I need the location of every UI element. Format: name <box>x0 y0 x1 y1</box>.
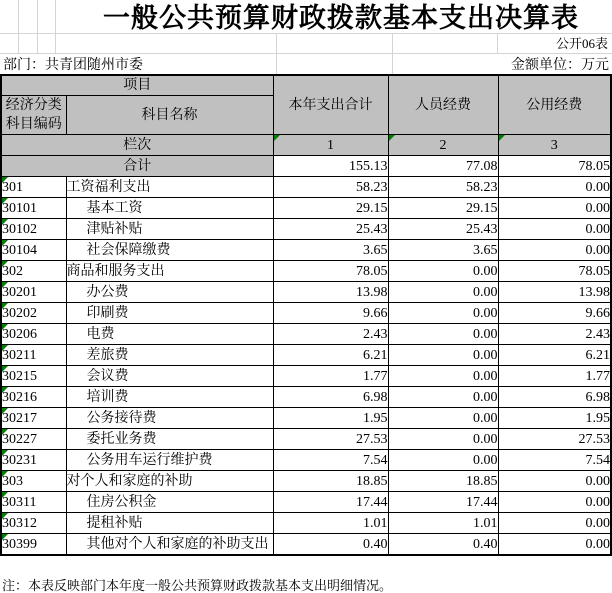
value-total-cell: 18.85 <box>273 471 388 492</box>
value-total-cell: 7.54 <box>273 450 388 471</box>
cell-error-triangle-icon <box>2 240 8 246</box>
subject-name: 办公费 <box>86 284 129 300</box>
subject-name-cell <box>66 450 273 471</box>
cell-error-triangle-icon <box>389 135 395 141</box>
subject-name-cell <box>66 345 273 366</box>
value-personnel-cell: 3.65 <box>388 240 498 261</box>
subject-code-cell <box>1 198 66 219</box>
subject-name-cell <box>66 177 273 198</box>
table-row <box>1 198 611 219</box>
table-row <box>1 282 611 303</box>
cell-error-triangle-icon <box>2 261 8 267</box>
table-row <box>1 408 611 429</box>
subject-name-cell <box>66 282 273 303</box>
form-number: 公开06表 <box>555 36 608 51</box>
table-row <box>1 177 611 198</box>
table-row <box>1 240 611 261</box>
subject-code: 30206 <box>2 326 37 342</box>
subject-code: 30215 <box>2 368 37 384</box>
cell-error-triangle-icon <box>2 177 8 183</box>
subject-name-cell <box>66 324 273 345</box>
subject-code-cell <box>1 366 66 387</box>
cell-error-triangle-icon <box>2 513 8 519</box>
value-public-cell: 0.00 <box>498 198 611 219</box>
column-number-cell <box>498 135 611 156</box>
subject-code: 30311 <box>2 494 37 510</box>
value-total-cell: 13.98 <box>273 282 388 303</box>
subject-name: 电费 <box>86 326 115 342</box>
subject-name-cell <box>66 534 273 556</box>
subject-name-cell <box>66 366 273 387</box>
subject-code: 30312 <box>2 515 37 531</box>
cell-error-triangle-icon <box>2 366 8 372</box>
value-public-cell: 0.00 <box>498 177 611 198</box>
value-public-cell: 6.98 <box>498 387 611 408</box>
value-public-cell: 9.66 <box>498 303 611 324</box>
cell-error-triangle-icon <box>2 219 8 225</box>
table-row <box>1 324 611 345</box>
cell-error-triangle-icon <box>2 534 8 540</box>
subject-code-cell <box>1 492 66 513</box>
project-group-header-cell: 项目 <box>1 75 273 96</box>
value-personnel-cell: 29.15 <box>388 198 498 219</box>
value-public-cell: 0.00 <box>498 219 611 240</box>
table-row <box>1 366 611 387</box>
expenditure-table <box>0 74 612 556</box>
value-public-cell: 27.53 <box>498 429 611 450</box>
value-public-cell: 1.95 <box>498 408 611 429</box>
value-public-cell: 0.00 <box>498 513 611 534</box>
subject-name: 社会保障缴费 <box>86 242 171 258</box>
subject-code: 30216 <box>2 389 37 405</box>
subject-code-cell <box>1 513 66 534</box>
table-row <box>1 492 611 513</box>
amount-unit-label: 金额单位：万元 <box>511 58 609 73</box>
subject-code-cell <box>1 387 66 408</box>
value-total-cell: 9.66 <box>273 303 388 324</box>
subject-name: 公务用车运行维护费 <box>86 452 213 468</box>
column-header-name: 科目名称 <box>66 96 273 135</box>
value-total-cell: 0.40 <box>273 534 388 556</box>
subject-code-cell <box>1 324 66 345</box>
value-total-cell: 1.95 <box>273 408 388 429</box>
page-title: 一般公共预算财政拨款基本支出决算表 <box>103 3 579 33</box>
subject-name-cell <box>66 240 273 261</box>
value-total-cell: 1.77 <box>273 366 388 387</box>
subject-name: 提租补贴 <box>86 515 143 531</box>
subject-code: 301 <box>2 179 23 195</box>
subject-name-cell <box>66 219 273 240</box>
subject-code: 30399 <box>2 536 37 552</box>
cell-error-triangle-icon <box>2 198 8 204</box>
value-personnel-cell: 25.43 <box>388 219 498 240</box>
cell-error-triangle-icon <box>2 450 8 456</box>
subject-name: 差旅费 <box>86 347 129 363</box>
subject-code: 30101 <box>2 200 37 216</box>
subject-name: 培训费 <box>86 389 129 405</box>
column-index-row <box>1 135 611 156</box>
subject-code-cell <box>1 471 66 492</box>
subject-code: 30202 <box>2 305 37 321</box>
subject-name: 其他对个人和家庭的补助支出 <box>86 536 269 552</box>
value-public-cell: 0.00 <box>498 471 611 492</box>
grand-total-label-cell: 合计 <box>1 156 273 177</box>
grand-total-value-public: 78.05 <box>498 156 611 177</box>
value-personnel-cell: 0.00 <box>388 408 498 429</box>
subject-code-cell <box>1 177 66 198</box>
subject-name: 工资福利支出 <box>66 179 151 195</box>
header-row-project <box>1 75 611 96</box>
cell-error-triangle-icon <box>274 135 280 141</box>
value-total-cell: 6.21 <box>273 345 388 366</box>
value-personnel-cell: 58.23 <box>388 177 498 198</box>
column-number-cell <box>388 135 498 156</box>
value-public-cell: 7.54 <box>498 450 611 471</box>
value-personnel-cell: 0.00 <box>388 387 498 408</box>
subject-name-cell <box>66 429 273 450</box>
value-total-cell: 1.01 <box>273 513 388 534</box>
table-row <box>1 429 611 450</box>
table-row <box>1 345 611 366</box>
value-public-cell: 78.05 <box>498 261 611 282</box>
column-index-label-cell: 栏次 <box>1 135 273 156</box>
subject-name-cell <box>66 471 273 492</box>
code-header-line2: 科目编码 <box>5 117 62 132</box>
value-total-cell: 78.05 <box>273 261 388 282</box>
column-header-total: 本年支出合计 <box>273 75 388 135</box>
subject-code-cell <box>1 345 66 366</box>
value-public-cell: 6.21 <box>498 345 611 366</box>
subject-name: 津贴补贴 <box>86 221 143 237</box>
cell-error-triangle-icon <box>2 387 8 393</box>
subject-code: 302 <box>2 263 23 279</box>
table-row <box>1 261 611 282</box>
value-public-cell: 1.77 <box>498 366 611 387</box>
cell-error-triangle-icon <box>2 324 8 330</box>
subject-code: 30211 <box>2 347 37 363</box>
subject-code-cell <box>1 450 66 471</box>
value-personnel-cell: 0.00 <box>388 303 498 324</box>
grand-total-row <box>1 156 611 177</box>
subject-name-cell <box>66 492 273 513</box>
value-total-cell: 3.65 <box>273 240 388 261</box>
subject-code: 30104 <box>2 242 37 258</box>
value-total-cell: 27.53 <box>273 429 388 450</box>
subject-name-cell <box>66 408 273 429</box>
value-total-cell: 25.43 <box>273 219 388 240</box>
subject-name-cell <box>66 387 273 408</box>
value-public-cell: 13.98 <box>498 282 611 303</box>
value-personnel-cell: 0.00 <box>388 261 498 282</box>
subject-name: 会议费 <box>86 368 129 384</box>
cell-error-triangle-icon <box>499 135 505 141</box>
value-public-cell: 0.00 <box>498 534 611 556</box>
column-number: 1 <box>327 137 334 153</box>
subject-code-cell <box>1 408 66 429</box>
subject-name: 商品和服务支出 <box>66 263 165 279</box>
subject-code: 30102 <box>2 221 37 237</box>
subject-code: 30217 <box>2 410 37 426</box>
table-body <box>1 177 611 556</box>
value-personnel-cell: 0.40 <box>388 534 498 556</box>
column-number: 2 <box>439 137 447 153</box>
column-header-code <box>1 96 66 135</box>
value-public-cell: 0.00 <box>498 492 611 513</box>
subject-code-cell <box>1 261 66 282</box>
table-row <box>1 219 611 240</box>
table-row <box>1 303 611 324</box>
cell-error-triangle-icon <box>2 492 8 498</box>
value-personnel-cell: 1.01 <box>388 513 498 534</box>
value-total-cell: 29.15 <box>273 198 388 219</box>
value-personnel-cell: 17.44 <box>388 492 498 513</box>
value-total-cell: 58.23 <box>273 177 388 198</box>
subject-name-cell <box>66 261 273 282</box>
subject-name-cell <box>66 198 273 219</box>
subject-name: 委托业务费 <box>86 431 157 447</box>
value-personnel-cell: 0.00 <box>388 324 498 345</box>
table-row <box>1 534 611 556</box>
subject-name: 公务接待费 <box>86 410 157 426</box>
subject-code: 303 <box>2 473 23 489</box>
value-personnel-cell: 18.85 <box>388 471 498 492</box>
subject-name: 对个人和家庭的补助 <box>66 473 193 489</box>
subject-code-cell <box>1 429 66 450</box>
subject-code-cell <box>1 282 66 303</box>
table-row <box>1 387 611 408</box>
subject-code: 30231 <box>2 452 37 468</box>
department-label: 部门：共青团随州市委 <box>3 58 143 73</box>
grand-total-value-personnel: 77.08 <box>388 156 498 177</box>
cell-error-triangle-icon <box>2 345 8 351</box>
cell-error-triangle-icon <box>2 471 8 477</box>
column-header-public: 公用经费 <box>498 75 611 135</box>
table-row <box>1 513 611 534</box>
cell-error-triangle-icon <box>2 429 8 435</box>
subject-code-cell <box>1 219 66 240</box>
table-row <box>1 450 611 471</box>
value-personnel-cell: 0.00 <box>388 366 498 387</box>
value-personnel-cell: 0.00 <box>388 450 498 471</box>
value-personnel-cell: 0.00 <box>388 429 498 450</box>
subject-code-cell <box>1 303 66 324</box>
code-header-line1: 经济分类 <box>5 98 62 113</box>
cell-error-triangle-icon <box>2 408 8 414</box>
table-row <box>1 471 611 492</box>
column-header-personnel: 人员经费 <box>388 75 498 135</box>
subject-name: 印刷费 <box>86 305 129 321</box>
subject-name: 住房公积金 <box>86 494 157 510</box>
column-number: 3 <box>550 137 558 153</box>
column-number-cell <box>273 135 388 156</box>
subject-code: 30227 <box>2 431 37 447</box>
value-personnel-cell: 0.00 <box>388 282 498 303</box>
value-total-cell: 2.43 <box>273 324 388 345</box>
subject-name: 基本工资 <box>86 200 143 216</box>
footnote: 注：本表反映部门本年度一般公共预算财政拨款基本支出明细情况。 <box>2 578 393 593</box>
subject-name-cell <box>66 303 273 324</box>
subject-code: 30201 <box>2 284 37 300</box>
value-public-cell: 0.00 <box>498 240 611 261</box>
cell-error-triangle-icon <box>2 282 8 288</box>
value-total-cell: 17.44 <box>273 492 388 513</box>
value-personnel-cell: 0.00 <box>388 345 498 366</box>
cell-error-triangle-icon <box>2 303 8 309</box>
value-public-cell: 2.43 <box>498 324 611 345</box>
subject-code-cell <box>1 240 66 261</box>
subject-code-cell <box>1 534 66 556</box>
grand-total-value-total: 155.13 <box>273 156 388 177</box>
meta-row <box>0 53 612 75</box>
value-total-cell: 6.98 <box>273 387 388 408</box>
subject-name-cell <box>66 513 273 534</box>
